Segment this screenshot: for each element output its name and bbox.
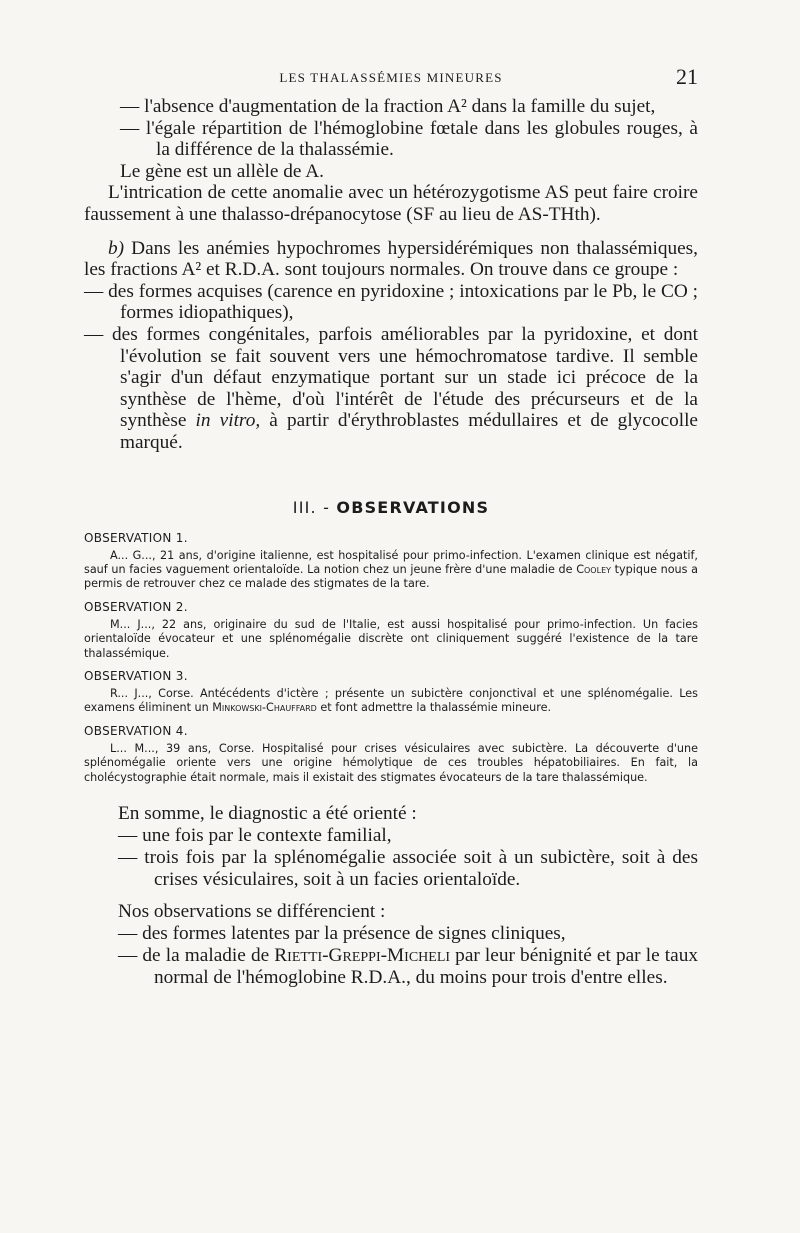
summary-lead: En somme, le diagnostic a été orienté : — [118, 802, 417, 824]
observation-text-part: R... J..., Corse. Antécédents d'ictère ; présente un subictère conjonctival et une splénomégalie. Les examens éliminent un — [84, 686, 698, 715]
observation-text — [84, 687, 698, 716]
observation-heading: OBSERVATION 3. — [84, 668, 188, 683]
summary — [84, 803, 698, 989]
page — [84, 62, 698, 989]
paragraph-intrication: L'intrication de cette anomalie avec un hétérozygotisme AS peut faire croire faussement à une thalasso-drépanocytose (SF au lieu de AS-THth). — [84, 182, 698, 225]
running-title: LES THALASSÉMIES MINEURES — [279, 70, 503, 85]
observation-heading: OBSERVATION 1. — [84, 530, 188, 545]
paragraph-b — [84, 238, 698, 281]
section-numeral: III. - — [292, 497, 337, 517]
summary-item-text: — de la maladie de — [118, 944, 275, 966]
author-name: Minkowski-Chauffard — [212, 701, 317, 715]
observation-text: M... J..., 22 ans, originaire du sud de l'Italie, est aussi hospitalisé pour primo-infection. Un facies orientaloïde évocateur et une splénomégalie discrète ont cliniquement suggéré l'existence de la tare thalassémique. — [84, 617, 698, 660]
summary-item: — trois fois par la splénomégalie associée soit à un subictère, soit à des crises vésiculaires, soit à un facies orientaloïde. — [118, 846, 698, 890]
paragraph-b-label: b) — [108, 237, 125, 259]
paragraph-gene: Le gène est un allèle de A. — [120, 160, 324, 182]
observation-heading: OBSERVATION 4. — [84, 723, 188, 738]
list-item: — l'égale répartition de l'hémoglobine fœtale dans les globules rouges, à la différence de la thalassémie. — [120, 117, 698, 161]
summary-item — [84, 945, 698, 989]
list-item: — des formes acquises (carence en pyridoxine ; intoxications par le Pb, le CO ; formes idiopathiques), — [84, 280, 698, 324]
list-item: — l'absence d'augmentation de la fraction A² dans la famille du sujet, — [120, 96, 656, 117]
author-name: Rietti-Greppi-Micheli — [274, 944, 451, 966]
list-item — [84, 324, 698, 454]
summary-lead: Nos observations se différencient : — [118, 900, 386, 922]
summary-item: — une fois par le contexte familial, — [118, 824, 392, 846]
page-header — [84, 62, 698, 96]
main-text — [84, 96, 698, 454]
italic-term: in vitro, — [195, 410, 261, 432]
observation-text-part: et font admettre la thalassémie mineure. — [316, 701, 552, 715]
section-heading — [84, 498, 698, 517]
list-item-text: — des formes congénitales, parfois améliorables par la pyridoxine, et dont l'évolution se fait souvent vers une hémochromatose tardive. Il semble s'agir d'un défaut enzymatique portant sur un stade ici précoce de la synthèse de l'hème, d'où l'intérêt de l'étude des précurseurs et de la synthèse — [84, 323, 698, 432]
author-name: Cooley — [576, 562, 612, 576]
observations — [84, 531, 698, 785]
summary-item: — des formes latentes par la présence de signes cliniques, — [118, 922, 566, 944]
observation-text-part: A... G..., 21 ans, d'origine italienne, est hospitalisé pour primo-infection. L'examen clinique est négatif, sauf un facies vaguement orientaloïde. La notion chez un jeune frère d'une maladie de — [84, 548, 698, 576]
summary-item-text: par leur bénignité et par le taux normal de l'hémoglobine R.D.A., du moins pour trois d'entre elles. — [154, 944, 698, 988]
paragraph-b-text: Dans les anémies hypochromes hypersidérémiques non thalassémiques, les fractions A² et R.D.A. sont toujours normales. On trouve dans ce groupe : — [84, 237, 698, 281]
observation-text: L... M..., 39 ans, Corse. Hospitalisé pour crises vésiculaires avec subictère. La découverte d'une splénomégalie oriente vers une origine hémolytique de ces troubles hépatobiliaires. En fait, la cholécystographie était normale, mais il existait des stigmates évocateurs de la tare thalassémique. — [84, 741, 698, 784]
list-item-text: à partir d'érythroblastes médullaires et de glycocolle marqué. — [120, 410, 698, 453]
observation-text — [84, 549, 698, 592]
observation-text-part: typique nous a permis de retrouver chez ce malade des stigmates de la tare. — [84, 562, 698, 591]
page-number: 21 — [676, 64, 698, 89]
observation-heading: OBSERVATION 2. — [84, 599, 188, 614]
section-title: OBSERVATIONS — [336, 497, 490, 517]
